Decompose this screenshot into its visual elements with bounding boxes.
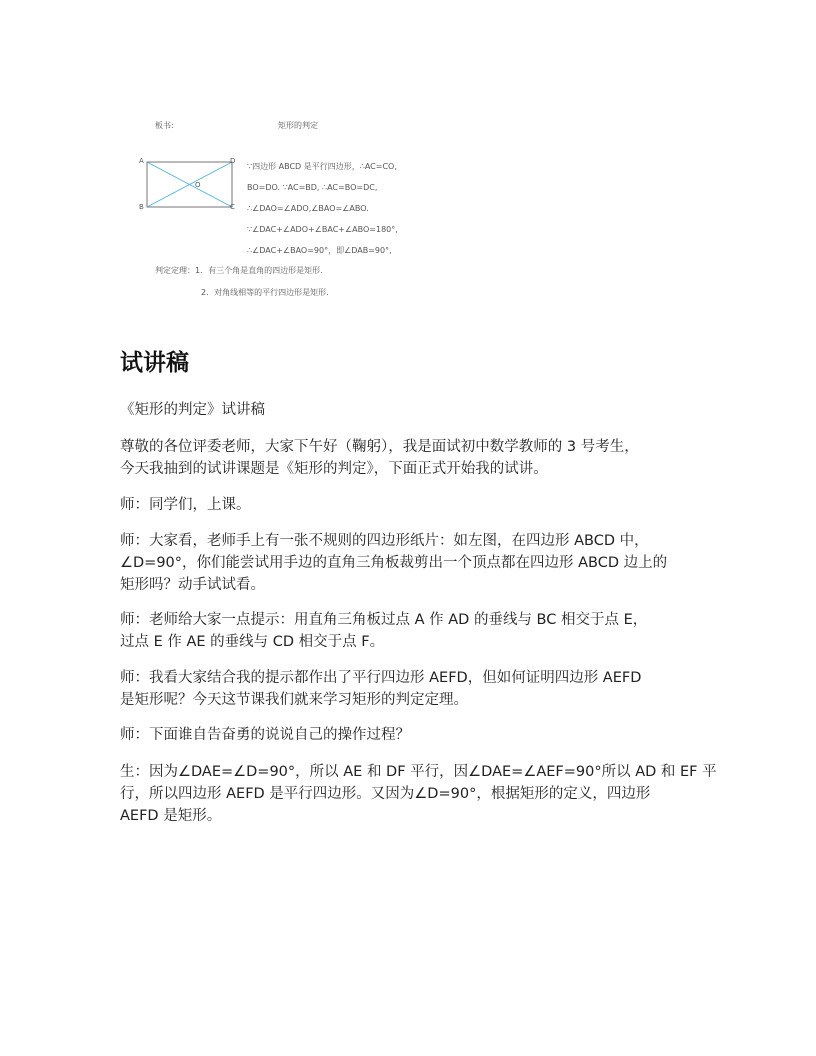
- text-line: 行，所以四边形 AEFD 是平行四边形。又因为∠D=90°，根据矩形的定义，四边形: [120, 786, 651, 802]
- text-line: 《矩形的判定》试讲稿: [120, 402, 265, 418]
- paragraph-teacher: [120, 609, 700, 653]
- point-a-label: A: [139, 157, 144, 165]
- text-line: 今天我抽到的试讲课题是《矩形的判定》，下面正式开始我的试讲。: [120, 461, 548, 477]
- text-line: 师：老师给大家一点提示：用直角三角板过点 A 作 AD 的垂线与 BC 相交于点 E，: [120, 612, 648, 628]
- text-line: 师：同学们，上课。: [120, 497, 251, 513]
- proof-line: ∵四边形 ABCD 是平行四边形，∴AC=CO,: [247, 162, 397, 171]
- section-heading: 试讲稿: [120, 350, 189, 376]
- text-line: 师：大家看，老师手上有一张不规则的四边形纸片：如左图，在四边形 ABCD 中，: [120, 533, 649, 549]
- paragraph-teacher: [120, 724, 700, 746]
- proof-line: ∴∠DAC+∠BAO=90°，即∠DAB=90°,: [247, 246, 392, 255]
- paragraph-teacher: [120, 530, 700, 596]
- point-b-label: B: [139, 203, 144, 211]
- text-line: 师：下面谁自告奋勇的说说自己的操作过程？: [120, 727, 410, 743]
- proof-line: BO=DO. ∵AC=BD, ∴AC=BO=DC,: [247, 183, 378, 192]
- paragraph-title: [120, 399, 700, 421]
- theorem-2: 2．对角线相等的平行四边形是矩形.: [201, 288, 329, 297]
- text-line: 师：我看大家结合我的提示都作出了平行四边形 AEFD，但如何证明四边形 AEFD: [120, 670, 642, 686]
- text-line: 尊敬的各位评委老师，大家下午好（鞠躬），我是面试初中数学教师的 3 号考生，: [120, 439, 639, 455]
- board-heading-title: 矩形的判定: [278, 121, 318, 130]
- theorem-1: 判定定理：1．有三个角是直角的四边形是矩形.: [155, 266, 323, 275]
- point-o-label: O: [195, 181, 201, 189]
- paragraph-student: [120, 761, 717, 827]
- paragraph-teacher: [120, 494, 700, 516]
- point-d-label: D: [230, 157, 236, 165]
- board-heading-label: 板书:: [155, 121, 174, 130]
- text-line: 矩形吗？动手试试看。: [120, 577, 265, 593]
- proof-line: ∴∠DAO=∠ADO,∠BAO=∠ABO.: [247, 204, 369, 213]
- point-c-label: C: [230, 203, 235, 211]
- text-line: ∠D=90°，你们能尝试用手边的直角三角板裁剪出一个顶点都在四边形 ABCD 边上的: [120, 555, 668, 571]
- proof-line: ∵∠DAC+∠ADO+∠BAC+∠ABO=180°,: [247, 225, 398, 234]
- text-line: 是矩形呢？今天这节课我们就来学习矩形的判定定理。: [120, 692, 468, 708]
- text-line: 过点 E 作 AE 的垂线与 CD 相交于点 F。: [120, 634, 385, 650]
- text-line: AEFD 是矩形。: [120, 808, 222, 824]
- blackboard-image: [135, 112, 455, 304]
- text-line: 生：因为∠DAE=∠D=90°，所以 AE 和 DF 平行，因∠DAE=∠AEF=90°所以 AD 和 EF 平: [120, 764, 717, 780]
- paragraph-teacher: [120, 667, 700, 711]
- paragraph-intro: [120, 436, 700, 480]
